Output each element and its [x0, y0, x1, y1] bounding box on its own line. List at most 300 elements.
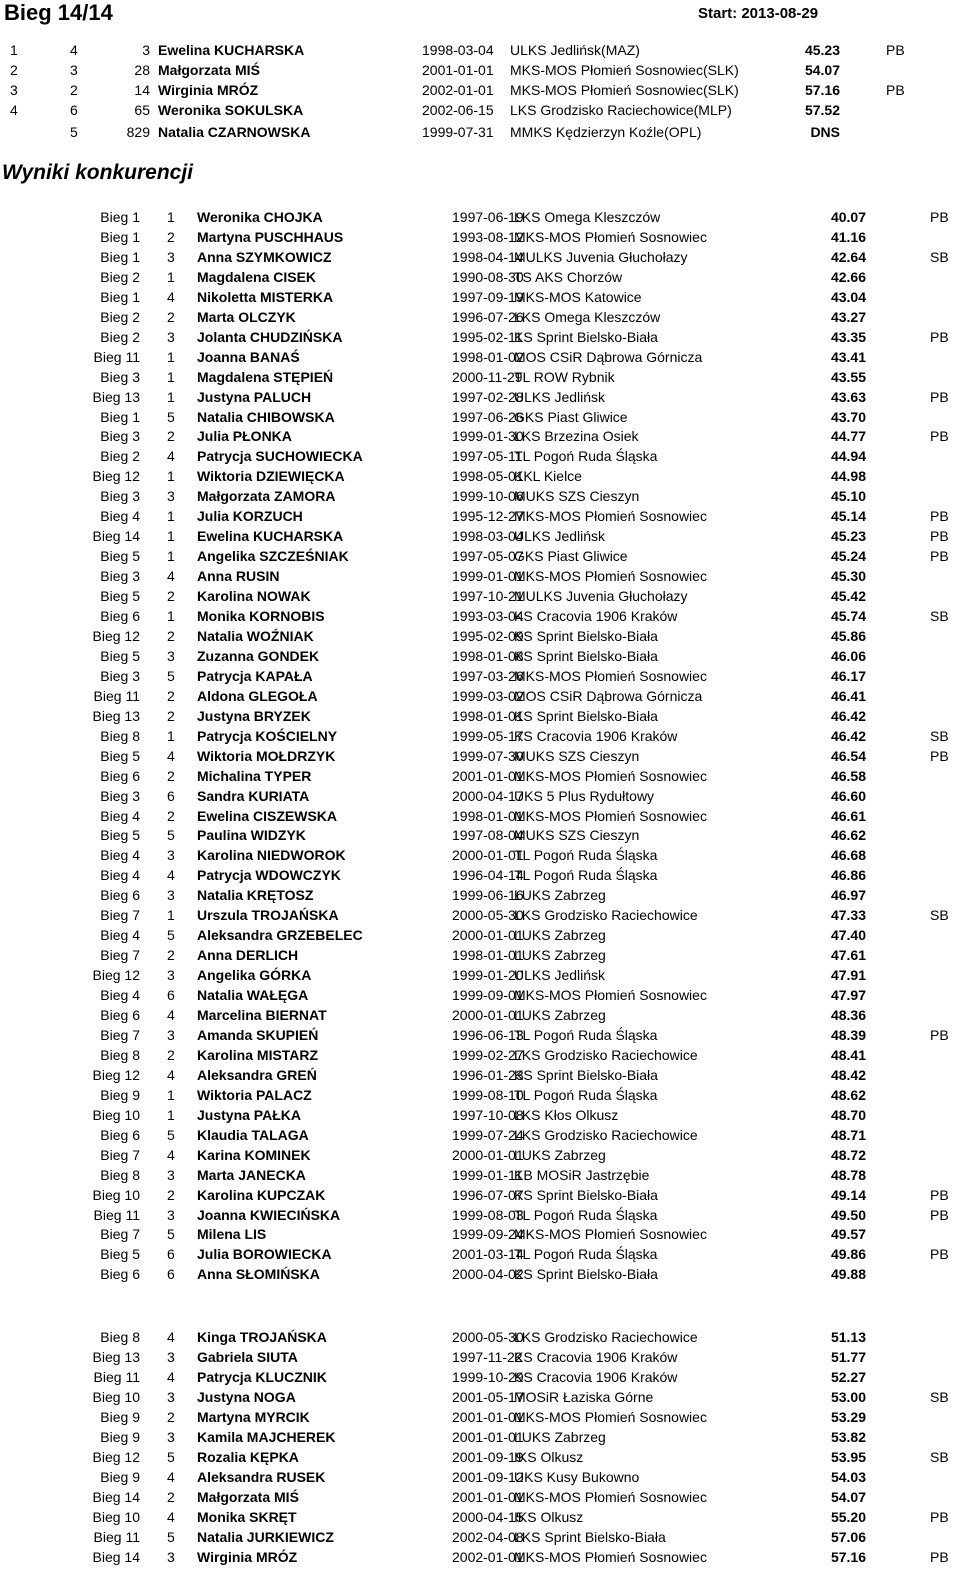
result-dob-cell: 2000-01-01 [452, 1007, 524, 1023]
result-heat-cell: Bieg 5 [100, 647, 140, 664]
result-dob-cell: 1997-11-22 [452, 1349, 523, 1365]
result-dob-cell: 1999-05-17 [452, 727, 524, 744]
result-heat-cell: Bieg 13 [92, 388, 140, 405]
result-dob-cell: 1995-12-27 [452, 508, 524, 525]
heat-club-cell: MKS-MOS Płomień Sosnowiec(SLK) [510, 62, 739, 78]
result-dob-cell: 1998-01-01 [452, 807, 524, 824]
result-heat-cell: Bieg 7 [100, 1226, 140, 1243]
result-dob-cell: 2001-03-14 [452, 1246, 524, 1263]
result-dob-cell: 1997-02-28 [452, 388, 524, 405]
result-dob-cell: 1993-03-04 [452, 608, 524, 624]
result-pos-cell: 2 [167, 228, 175, 245]
heat-time-cell: DNS [810, 124, 840, 140]
result-time-cell: 45.10 [830, 488, 866, 505]
result-club-cell: KS Sprint Bielsko-Biała [514, 707, 658, 724]
heat-name-cell: Małgorzata MIŚ [158, 62, 260, 78]
result-heat-cell: Bieg 6 [100, 1266, 140, 1283]
result-name-cell: Julia KORZUCH [197, 508, 303, 525]
result-heat-cell: Bieg 14 [92, 1549, 140, 1565]
result-name-cell: Aleksandra RUSEK [197, 1469, 326, 1485]
result-dob-cell: 2000-01-01 [452, 927, 524, 944]
result-pos-cell: 1 [167, 608, 175, 624]
result-name-cell: Kinga TROJAŃSKA [197, 1329, 327, 1345]
result-pos-cell: 5 [167, 1449, 175, 1465]
result-time-cell: 43.70 [830, 408, 866, 425]
result-dob-cell: 2001-01-01 [452, 1489, 524, 1505]
result-row [0, 1224, 960, 1244]
result-pos-cell: 1 [167, 528, 175, 545]
result-pos-cell: 1 [167, 388, 175, 405]
result-pos-cell: 4 [167, 568, 175, 585]
result-club-cell: MKS-MOS Płomień Sosnowiec [514, 508, 707, 525]
result-pos-cell: 1 [167, 727, 175, 744]
result-time-cell: 53.29 [830, 1409, 866, 1425]
heat-row [0, 60, 960, 80]
result-club-cell: TL Pogoń Ruda Śląska [514, 448, 658, 465]
result-club-cell: LKS Kłos Olkusz [514, 1106, 619, 1123]
result-pos-cell: 1 [167, 907, 175, 924]
result-row [0, 706, 960, 726]
result-club-cell: LKS Sprint Bielsko-Biała [514, 1529, 666, 1545]
result-heat-cell: Bieg 9 [100, 1086, 140, 1103]
result-heat-cell: Bieg 7 [100, 907, 140, 924]
result-club-cell: LKS Brzezina Osiek [514, 428, 639, 445]
result-dob-cell: 1999-02-27 [452, 1046, 524, 1063]
result-dob-cell: 1990-08-30 [452, 268, 524, 285]
result-heat-cell: Bieg 11 [93, 687, 140, 704]
result-pos-cell: 2 [167, 687, 175, 704]
result-club-cell: MULKS Juvenia Głuchołazy [514, 248, 688, 265]
result-time-cell: 48.36 [830, 1007, 866, 1023]
result-name-cell: Anna RUSIN [197, 568, 280, 585]
result-row [0, 905, 960, 925]
result-heat-cell: Bieg 4 [100, 807, 140, 824]
result-time-cell: 41.16 [830, 228, 866, 245]
result-pos-cell: 3 [167, 887, 175, 904]
result-row [0, 1105, 960, 1125]
result-dob-cell: 1998-01-02 [452, 348, 524, 365]
heat-bib-cell: 65 [134, 102, 150, 118]
result-heat-cell: Bieg 4 [100, 847, 140, 864]
result-club-cell: LUKS Zabrzeg [514, 887, 606, 904]
result-time-cell: 47.33 [830, 907, 866, 924]
result-time-cell: 46.61 [830, 807, 866, 824]
result-dob-cell: 1999-01-01 [452, 568, 524, 585]
result-note-cell: PB [930, 508, 949, 525]
result-club-cell: ULKS Jedlińsk [514, 388, 606, 405]
result-time-cell: 57.06 [830, 1529, 866, 1545]
result-pos-cell: 3 [167, 647, 175, 664]
result-pos-cell: 3 [167, 1166, 175, 1183]
heat-row [0, 100, 960, 120]
result-name-cell: Sandra KURIATA [197, 787, 310, 804]
result-pos-cell: 3 [167, 967, 175, 984]
heat-bib-cell: 14 [134, 82, 150, 98]
result-row [0, 546, 960, 566]
result-heat-cell: Bieg 3 [100, 428, 140, 445]
result-club-cell: LUKS Zabrzeg [514, 1007, 606, 1023]
heat-row [0, 80, 960, 100]
result-pos-cell: 3 [167, 847, 175, 864]
result-dob-cell: 2001-09-12 [452, 1469, 524, 1485]
result-name-cell: Klaudia TALAGA [197, 1126, 309, 1143]
result-row [0, 1507, 960, 1527]
result-time-cell: 45.14 [830, 508, 866, 525]
result-time-cell: 42.64 [830, 248, 866, 265]
result-row [0, 1085, 960, 1105]
result-heat-cell: Bieg 1 [100, 209, 140, 225]
result-time-cell: 53.00 [830, 1389, 866, 1405]
result-dob-cell: 1993-08-12 [452, 228, 524, 245]
result-name-cell: Monika KORNOBIS [197, 608, 325, 624]
heat-club-cell: MMKS Kędzierzyn Koźle(OPL) [510, 124, 702, 140]
result-row [0, 806, 960, 826]
heat-dob-cell: 2001-01-01 [422, 62, 494, 78]
result-club-cell: KS Cracovia 1906 Kraków [514, 1349, 678, 1365]
result-name-cell: Justyna BRYZEK [197, 707, 311, 724]
result-row [0, 1145, 960, 1165]
result-club-cell: MKS-MOS Płomień Sosnowiec [514, 1489, 707, 1505]
result-time-cell: 48.41 [830, 1046, 866, 1063]
result-dob-cell: 1999-01-30 [452, 428, 524, 445]
result-pos-cell: 4 [167, 1509, 175, 1525]
result-heat-cell: Bieg 11 [93, 1369, 140, 1385]
result-name-cell: Karolina NOWAK [197, 588, 311, 604]
result-dob-cell: 1998-04-14 [452, 248, 524, 265]
result-pos-cell: 4 [167, 1066, 175, 1083]
result-name-cell: Wiktoria DZIEWIĘCKA [197, 468, 345, 485]
result-name-cell: Magdalena CISEK [197, 268, 317, 285]
result-dob-cell: 1999-01-20 [452, 967, 524, 984]
result-name-cell: Milena LIS [197, 1226, 267, 1243]
result-club-cell: KS Sprint Bielsko-Biała [514, 628, 658, 644]
result-time-cell: 48.42 [830, 1066, 866, 1083]
result-note-cell: SB [930, 907, 949, 924]
heat-place-cell: 3 [10, 82, 18, 98]
result-club-cell: LKS Grodzisko Raciechowice [514, 1126, 698, 1143]
result-time-cell: 48.78 [830, 1166, 866, 1183]
result-row [0, 407, 960, 427]
result-club-cell: TL Pogoń Ruda Śląska [514, 867, 658, 884]
result-club-cell: MUKS SZS Cieszyn [514, 488, 640, 505]
result-pos-cell: 5 [167, 1226, 175, 1243]
result-pos-cell: 3 [167, 248, 175, 265]
result-time-cell: 46.97 [830, 887, 866, 904]
result-note-cell: PB [930, 528, 949, 545]
result-pos-cell: 1 [167, 1086, 175, 1103]
result-club-cell: MKS-MOS Płomień Sosnowiec [514, 987, 707, 1003]
result-time-cell: 47.91 [830, 967, 866, 984]
result-pos-cell: 3 [167, 1349, 175, 1365]
result-club-cell: MKS-MOS Katowice [514, 288, 642, 305]
result-row [0, 387, 960, 407]
result-club-cell: MKS-MOS Płomień Sosnowiec [514, 807, 707, 824]
result-name-cell: Patrycja KLUCZNIK [197, 1369, 327, 1385]
result-time-cell: 44.98 [830, 468, 866, 485]
heat-lane-cell: 2 [70, 82, 78, 98]
result-pos-cell: 6 [167, 1246, 175, 1263]
result-time-cell: 54.07 [830, 1489, 866, 1505]
result-row [0, 786, 960, 806]
result-row [0, 885, 960, 905]
result-heat-cell: Bieg 13 [92, 1349, 140, 1365]
result-dob-cell: 1999-10-06 [452, 488, 524, 505]
result-pos-cell: 3 [167, 488, 175, 505]
result-heat-cell: Bieg 6 [100, 887, 140, 904]
result-pos-cell: 5 [167, 1529, 175, 1545]
result-row [0, 965, 960, 985]
result-time-cell: 51.77 [830, 1349, 866, 1365]
result-pos-cell: 1 [167, 1106, 175, 1123]
result-row [0, 1185, 960, 1205]
result-heat-cell: Bieg 11 [93, 1529, 140, 1545]
result-heat-cell: Bieg 12 [92, 1066, 140, 1083]
result-time-cell: 47.40 [830, 927, 866, 944]
result-name-cell: Anna SZYMKOWICZ [197, 248, 332, 265]
result-row [0, 985, 960, 1005]
result-name-cell: Natalia WOŹNIAK [197, 628, 314, 644]
result-dob-cell: 1997-06-19 [452, 209, 524, 225]
result-dob-cell: 2001-01-01 [452, 767, 524, 784]
result-dob-cell: 2000-01-01 [452, 847, 524, 864]
result-pos-cell: 2 [167, 428, 175, 445]
result-heat-cell: Bieg 8 [100, 727, 140, 744]
result-dob-cell: 1996-04-14 [452, 867, 524, 884]
result-time-cell: 52.27 [830, 1369, 866, 1385]
result-heat-cell: Bieg 4 [100, 987, 140, 1003]
heat-lane-cell: 3 [70, 62, 78, 78]
result-time-cell: 44.77 [830, 428, 866, 445]
result-heat-cell: Bieg 10 [92, 1186, 140, 1203]
result-dob-cell: 1996-06-13 [452, 1026, 524, 1043]
result-dob-cell: 1999-03-02 [452, 687, 524, 704]
result-club-cell: TL Pogoń Ruda Śląska [514, 847, 658, 864]
result-heat-cell: Bieg 6 [100, 1126, 140, 1143]
heat-dob-cell: 1999-07-31 [422, 124, 494, 140]
result-club-cell: MKS-MOS Płomień Sosnowiec [514, 1409, 707, 1425]
result-dob-cell: 1999-01-11 [452, 1166, 523, 1183]
result-pos-cell: 2 [167, 947, 175, 964]
result-pos-cell: 1 [167, 548, 175, 565]
result-dob-cell: 1998-01-01 [452, 707, 524, 724]
result-pos-cell: 2 [167, 807, 175, 824]
result-heat-cell: Bieg 4 [100, 508, 140, 525]
result-heat-cell: Bieg 9 [100, 1429, 140, 1445]
result-name-cell: Martyna PUSCHHAUS [197, 228, 344, 245]
result-heat-cell: Bieg 1 [100, 248, 140, 265]
result-dob-cell: 1995-02-11 [452, 328, 523, 345]
result-club-cell: MKS-MOS Płomień Sosnowiec [514, 228, 707, 245]
result-note-cell: PB [930, 548, 949, 565]
result-row [0, 666, 960, 686]
result-name-cell: Natalia JURKIEWICZ [197, 1529, 334, 1545]
result-heat-cell: Bieg 2 [100, 328, 140, 345]
section-title: Wyniki konkurencji [2, 161, 193, 184]
result-name-cell: Kamila MAJCHEREK [197, 1429, 336, 1445]
result-note-cell: PB [930, 1026, 949, 1043]
result-pos-cell: 4 [167, 1146, 175, 1163]
result-dob-cell: 2000-01-01 [452, 1146, 524, 1163]
result-row [0, 506, 960, 526]
result-heat-cell: Bieg 8 [100, 1329, 140, 1345]
result-time-cell: 46.54 [830, 747, 866, 764]
result-pos-cell: 2 [167, 707, 175, 724]
result-club-cell: TS AKS Chorzów [514, 268, 623, 285]
result-heat-cell: Bieg 12 [92, 967, 140, 984]
result-time-cell: 45.74 [830, 608, 866, 624]
result-note-cell: PB [930, 1206, 949, 1223]
result-note-cell: PB [930, 747, 949, 764]
result-heat-cell: Bieg 8 [100, 1166, 140, 1183]
result-name-cell: Joanna KWIECIŃSKA [197, 1206, 341, 1223]
result-club-cell: UKS Kusy Bukowno [514, 1469, 640, 1485]
result-pos-cell: 3 [167, 1389, 175, 1405]
result-name-cell: Ewelina CISZEWSKA [197, 807, 338, 824]
result-row [0, 1005, 960, 1025]
result-time-cell: 48.70 [830, 1106, 866, 1123]
result-club-cell: TL Pogoń Ruda Śląska [514, 1246, 658, 1263]
result-pos-cell: 3 [167, 1206, 175, 1223]
result-row [0, 1467, 960, 1487]
result-row [0, 267, 960, 287]
result-row [0, 845, 960, 865]
result-row [0, 426, 960, 446]
result-heat-cell: Bieg 10 [92, 1389, 140, 1405]
result-time-cell: 49.14 [830, 1186, 866, 1203]
result-heat-cell: Bieg 2 [100, 308, 140, 325]
result-name-cell: Anna SŁOMIŃSKA [197, 1266, 320, 1283]
result-club-cell: KS Sprint Bielsko-Biała [514, 1066, 658, 1083]
result-row [0, 1487, 960, 1507]
result-pos-cell: 4 [167, 1329, 175, 1345]
result-note-cell: PB [930, 328, 949, 345]
result-time-cell: 55.20 [830, 1509, 866, 1525]
result-club-cell: MOSiR Łaziska Górne [514, 1389, 654, 1405]
result-pos-cell: 6 [167, 1266, 175, 1283]
result-heat-cell: Bieg 2 [100, 268, 140, 285]
result-note-cell: PB [930, 428, 949, 445]
heat-club-cell: LKS Grodzisko Raciechowice(MLP) [510, 102, 732, 118]
heat-time-cell: 45.23 [804, 42, 840, 58]
result-name-cell: Angelika SZCZEŚNIAK [197, 548, 349, 565]
result-time-cell: 49.50 [830, 1206, 866, 1223]
result-row [0, 1045, 960, 1065]
result-row [0, 287, 960, 307]
heat-row [0, 122, 960, 142]
result-time-cell: 40.07 [830, 209, 866, 225]
result-note-cell: PB [930, 1509, 949, 1525]
result-note-cell: PB [930, 388, 949, 405]
result-row [0, 1407, 960, 1427]
result-club-cell: KS Sprint Bielsko-Biała [514, 1266, 658, 1283]
result-pos-cell: 4 [167, 288, 175, 305]
result-pos-cell: 2 [167, 1409, 175, 1425]
heat-place-cell: 2 [10, 62, 18, 78]
result-dob-cell: 1998-05-01 [452, 468, 524, 485]
result-row [0, 586, 960, 606]
result-name-cell: Marta JANECKA [197, 1166, 306, 1183]
heat-name-cell: Ewelina KUCHARSKA [158, 42, 305, 58]
result-club-cell: TL Pogoń Ruda Śląska [514, 1206, 658, 1223]
result-club-cell: KS Cracovia 1906 Kraków [514, 608, 678, 624]
result-heat-cell: Bieg 5 [100, 1246, 140, 1263]
result-dob-cell: 1997-06-26 [452, 408, 524, 425]
result-pos-cell: 2 [167, 588, 175, 604]
result-pos-cell: 4 [167, 867, 175, 884]
result-club-cell: IKS Olkusz [514, 1449, 584, 1465]
result-dob-cell: 1997-05-07 [452, 548, 524, 565]
result-name-cell: Weronika CHOJKA [197, 209, 323, 225]
result-name-cell: Julia BOROWIECKA [197, 1246, 332, 1263]
result-club-cell: UKS 5 Plus Rydułtowy [514, 787, 655, 804]
result-heat-cell: Bieg 1 [100, 408, 140, 425]
result-note-cell: PB [930, 1246, 949, 1263]
result-note-cell: SB [930, 248, 949, 265]
result-heat-cell: Bieg 14 [92, 1489, 140, 1505]
result-time-cell: 53.95 [830, 1449, 866, 1465]
result-pos-cell: 6 [167, 987, 175, 1003]
result-heat-cell: Bieg 3 [100, 787, 140, 804]
result-note-cell: SB [930, 1449, 949, 1465]
result-club-cell: LKS Omega Kleszczów [514, 209, 661, 225]
heat-time-cell: 57.16 [804, 82, 840, 98]
result-club-cell: MKS-MOS Płomień Sosnowiec [514, 1549, 707, 1565]
result-time-cell: 57.16 [830, 1549, 866, 1565]
result-pos-cell: 3 [167, 1429, 175, 1445]
result-name-cell: Gabriela SIUTA [197, 1349, 298, 1365]
result-pos-cell: 5 [167, 408, 175, 425]
result-dob-cell: 2001-05-17 [452, 1389, 524, 1405]
result-heat-cell: Bieg 13 [92, 707, 140, 724]
start-date: Start: 2013-08-29 [698, 5, 819, 22]
result-heat-cell: Bieg 10 [92, 1509, 140, 1525]
result-name-cell: Paulina WIDZYK [197, 827, 306, 844]
result-dob-cell: 2000-05-30 [452, 1329, 524, 1345]
result-time-cell: 45.86 [830, 628, 866, 644]
result-heat-cell: Bieg 4 [100, 867, 140, 884]
result-pos-cell: 2 [167, 1046, 175, 1063]
result-time-cell: 43.63 [830, 388, 866, 405]
page-title: Bieg 14/14 [4, 0, 113, 25]
result-name-cell: Natalia WAŁĘGA [197, 987, 309, 1003]
result-row [0, 307, 960, 327]
result-time-cell: 45.23 [830, 528, 866, 545]
result-row [0, 825, 960, 845]
result-time-cell: 43.35 [830, 328, 866, 345]
result-row [0, 566, 960, 586]
result-row [0, 1205, 960, 1225]
heat-lane-cell: 6 [70, 102, 78, 118]
heat-note-cell: PB [886, 82, 905, 98]
heat-row [0, 40, 960, 60]
result-heat-cell: Bieg 6 [100, 767, 140, 784]
result-row [0, 446, 960, 466]
result-club-cell: TL ROW Rybnik [514, 368, 615, 385]
result-pos-cell: 2 [167, 767, 175, 784]
result-name-cell: Monika SKRĘT [197, 1509, 297, 1525]
result-pos-cell: 1 [167, 268, 175, 285]
result-dob-cell: 1997-08-04 [452, 827, 524, 844]
result-row [0, 1244, 960, 1264]
result-club-cell: TL Pogoń Ruda Śląska [514, 1086, 658, 1103]
result-heat-cell: Bieg 7 [100, 1146, 140, 1163]
result-time-cell: 46.68 [830, 847, 866, 864]
result-heat-cell: Bieg 2 [100, 448, 140, 465]
result-time-cell: 46.42 [830, 727, 866, 744]
heat-lane-cell: 5 [70, 124, 78, 140]
result-club-cell: LUKS Zabrzeg [514, 1146, 606, 1163]
result-heat-cell: Bieg 9 [100, 1469, 140, 1485]
